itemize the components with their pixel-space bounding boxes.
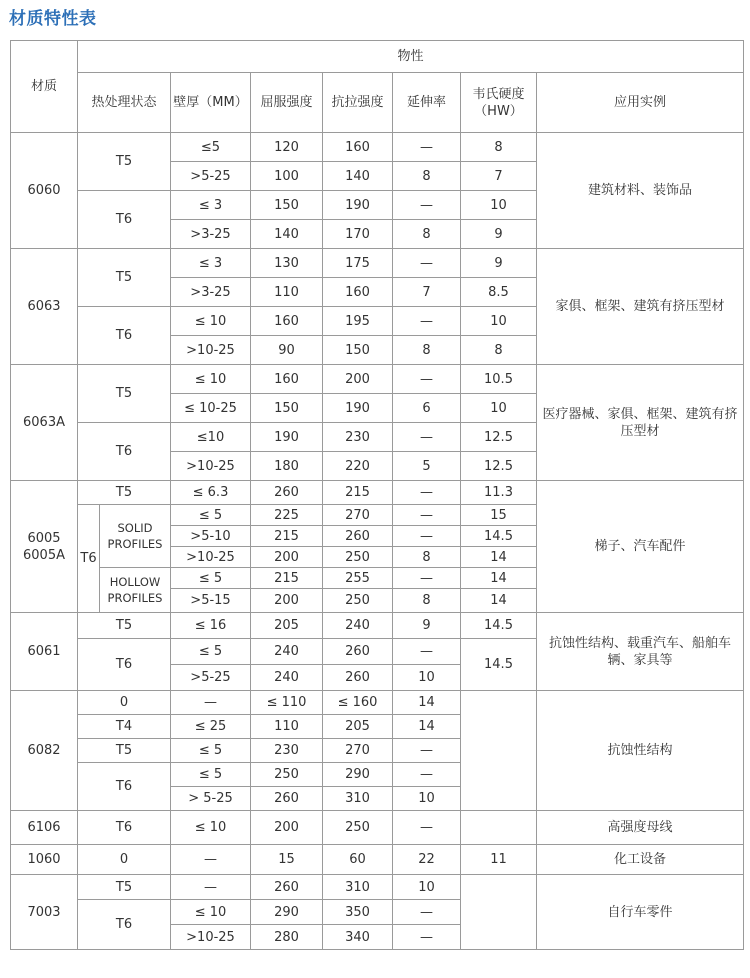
hardness-cell: 14 [461, 589, 537, 613]
tensile-cell: 195 [323, 307, 393, 336]
thickness-cell: ≤ 6.3 [171, 481, 251, 505]
tensile-cell: 60 [323, 845, 393, 875]
hardness-cell: 11.3 [461, 481, 537, 505]
elongation-cell: — [393, 307, 461, 336]
temper-cell: T5 [78, 365, 171, 423]
tensile-cell: 250 [323, 811, 393, 845]
yield-cell: 130 [251, 249, 323, 278]
application-cell: 建筑材料、装饰品 [537, 133, 744, 249]
thickness-cell: ≤ 5 [171, 639, 251, 665]
elongation-cell: 10 [393, 875, 461, 900]
elongation-cell: — [393, 739, 461, 763]
yield-cell: 225 [251, 505, 323, 526]
yield-cell: 120 [251, 133, 323, 162]
elongation-cell: 7 [393, 278, 461, 307]
temper-cell: T5 [78, 739, 171, 763]
elongation-cell: — [393, 900, 461, 925]
thickness-cell: >10-25 [171, 925, 251, 950]
temper-cell: T6 [78, 307, 171, 365]
yield-cell: 290 [251, 900, 323, 925]
hardness-cell: 8 [461, 336, 537, 365]
application-cell: 高强度母线 [537, 811, 744, 845]
yield-cell: 215 [251, 526, 323, 547]
thickness-cell: >5-15 [171, 589, 251, 613]
header-row [11, 41, 744, 73]
header-yield-strength: 屈服强度 [251, 73, 323, 133]
thickness-cell: >5-25 [171, 665, 251, 691]
header-elongation: 延伸率 [393, 73, 461, 133]
hardness-cell: 7 [461, 162, 537, 191]
material-cell: 6005 6005A [11, 481, 78, 613]
yield-cell: 260 [251, 481, 323, 505]
thickness-cell: ≤ 25 [171, 715, 251, 739]
hardness-cell: 10 [461, 394, 537, 423]
tensile-cell: 340 [323, 925, 393, 950]
header-properties: 物性 [78, 41, 744, 73]
yield-cell: 260 [251, 787, 323, 811]
tensile-cell: 260 [323, 639, 393, 665]
hardness-cell: 9 [461, 249, 537, 278]
material-cell: 1060 [11, 845, 78, 875]
application-cell: 化工设备 [537, 845, 744, 875]
material-cell: 7003 [11, 875, 78, 950]
elongation-cell: 9 [393, 613, 461, 639]
tensile-cell: 290 [323, 763, 393, 787]
temper-cell: T5 [78, 481, 171, 505]
tensile-cell: 240 [323, 613, 393, 639]
hardness-cell: 14.5 [461, 613, 537, 639]
tensile-cell: 270 [323, 739, 393, 763]
header-material: 材质 [11, 41, 78, 133]
thickness-cell: ≤ 10 [171, 811, 251, 845]
temper-cell: T6 [78, 763, 171, 811]
elongation-cell: — [393, 568, 461, 589]
yield-cell: 140 [251, 220, 323, 249]
elongation-cell: — [393, 639, 461, 665]
tensile-cell: 350 [323, 900, 393, 925]
table-row [11, 845, 744, 875]
header-hardness: 韦氏硬度（HW） [461, 73, 537, 133]
elongation-cell: — [393, 133, 461, 162]
elongation-cell: 22 [393, 845, 461, 875]
yield-cell: 160 [251, 365, 323, 394]
tensile-cell: 170 [323, 220, 393, 249]
yield-cell: 230 [251, 739, 323, 763]
elongation-cell: — [393, 526, 461, 547]
elongation-cell: — [393, 191, 461, 220]
temper-cell: 0 [78, 691, 171, 715]
application-cell: 抗蚀性结构 [537, 691, 744, 811]
material-cell: 6063A [11, 365, 78, 481]
tensile-cell: 175 [323, 249, 393, 278]
elongation-cell: 8 [393, 336, 461, 365]
tensile-cell: 250 [323, 589, 393, 613]
temper-cell: 0 [78, 845, 171, 875]
tensile-cell: 260 [323, 665, 393, 691]
temper-cell: T6 [78, 639, 171, 691]
tensile-cell: 220 [323, 452, 393, 481]
thickness-cell: > 5-25 [171, 787, 251, 811]
material-cell: 6060 [11, 133, 78, 249]
header-row [11, 73, 744, 133]
thickness-cell: >3-25 [171, 278, 251, 307]
thickness-cell: ≤ 5 [171, 739, 251, 763]
tensile-cell: 150 [323, 336, 393, 365]
thickness-cell: ≤ 5 [171, 568, 251, 589]
thickness-cell: >10-25 [171, 336, 251, 365]
temper-cell: T5 [78, 249, 171, 307]
tensile-cell: 270 [323, 505, 393, 526]
yield-cell: 205 [251, 613, 323, 639]
thickness-cell: >3-25 [171, 220, 251, 249]
thickness-cell: — [171, 691, 251, 715]
elongation-cell: 5 [393, 452, 461, 481]
thickness-cell: >10-25 [171, 547, 251, 568]
yield-cell: 280 [251, 925, 323, 950]
yield-cell: 250 [251, 763, 323, 787]
material-cell: 6082 [11, 691, 78, 811]
elongation-cell: 6 [393, 394, 461, 423]
yield-cell: 110 [251, 278, 323, 307]
thickness-cell: ≤ 10 [171, 365, 251, 394]
thickness-cell: ≤ 3 [171, 191, 251, 220]
yield-cell: 240 [251, 639, 323, 665]
yield-cell: 110 [251, 715, 323, 739]
thickness-cell: ≤ 3 [171, 249, 251, 278]
tensile-cell: 160 [323, 278, 393, 307]
page-title: 材质特性表 [9, 9, 97, 29]
thickness-cell: >10-25 [171, 452, 251, 481]
yield-cell: 15 [251, 845, 323, 875]
elongation-cell: 8 [393, 589, 461, 613]
thickness-cell: >5-25 [171, 162, 251, 191]
elongation-cell: — [393, 925, 461, 950]
header-wall-thickness: 壁厚（MM） [171, 73, 251, 133]
elongation-cell: — [393, 481, 461, 505]
thickness-cell: — [171, 845, 251, 875]
temper-cell: T6 [78, 505, 100, 613]
tensile-cell: 190 [323, 394, 393, 423]
header-heat-treatment: 热处理状态 [78, 73, 171, 133]
tensile-cell: 260 [323, 526, 393, 547]
header-tensile-strength: 抗拉强度 [323, 73, 393, 133]
profile-type-cell: SOLID PROFILES [100, 505, 171, 568]
hardness-cell: 14.5 [461, 639, 537, 691]
yield-cell: 90 [251, 336, 323, 365]
profile-type-cell: HOLLOW PROFILES [100, 568, 171, 613]
elongation-cell: 8 [393, 547, 461, 568]
material-cell: 6061 [11, 613, 78, 691]
temper-cell: T5 [78, 613, 171, 639]
temper-cell: T6 [78, 191, 171, 249]
temper-cell: T6 [78, 423, 171, 481]
thickness-cell: ≤ 5 [171, 505, 251, 526]
hardness-cell: 11 [461, 845, 537, 875]
hardness-cell: 14.5 [461, 526, 537, 547]
yield-cell: 150 [251, 394, 323, 423]
elongation-cell: — [393, 365, 461, 394]
tensile-cell: 250 [323, 547, 393, 568]
tensile-cell: ≤ 160 [323, 691, 393, 715]
tensile-cell: 140 [323, 162, 393, 191]
thickness-cell: — [171, 875, 251, 900]
hardness-cell: 14 [461, 547, 537, 568]
yield-cell: ≤ 110 [251, 691, 323, 715]
thickness-cell: ≤ 10 [171, 900, 251, 925]
hardness-cell [461, 811, 537, 845]
hardness-cell: 12.5 [461, 452, 537, 481]
temper-cell: T5 [78, 133, 171, 191]
yield-cell: 150 [251, 191, 323, 220]
hardness-cell: 10 [461, 191, 537, 220]
table-row [11, 811, 744, 845]
elongation-cell: 8 [393, 220, 461, 249]
elongation-cell: 10 [393, 787, 461, 811]
hardness-cell [461, 691, 537, 811]
yield-cell: 180 [251, 452, 323, 481]
header-application: 应用实例 [537, 73, 744, 133]
table-row [11, 613, 744, 639]
elongation-cell: — [393, 811, 461, 845]
elongation-cell: — [393, 763, 461, 787]
thickness-cell: >5-10 [171, 526, 251, 547]
table-row [11, 691, 744, 715]
application-cell: 梯子、汽车配件 [537, 481, 744, 613]
material-cell: 6106 [11, 811, 78, 845]
hardness-cell: 10.5 [461, 365, 537, 394]
table-row [11, 365, 744, 394]
yield-cell: 200 [251, 547, 323, 568]
application-cell: 家俱、框架、建筑有挤压型材 [537, 249, 744, 365]
tensile-cell: 230 [323, 423, 393, 452]
temper-cell: T6 [78, 900, 171, 950]
hardness-cell: 9 [461, 220, 537, 249]
elongation-cell: — [393, 505, 461, 526]
thickness-cell: ≤5 [171, 133, 251, 162]
yield-cell: 160 [251, 307, 323, 336]
application-cell: 医疗器械、家俱、框架、建筑有挤压型材 [537, 365, 744, 481]
table-row [11, 481, 744, 505]
yield-cell: 190 [251, 423, 323, 452]
yield-cell: 100 [251, 162, 323, 191]
yield-cell: 200 [251, 589, 323, 613]
tensile-cell: 205 [323, 715, 393, 739]
hardness-cell: 10 [461, 307, 537, 336]
elongation-cell: 10 [393, 665, 461, 691]
hardness-cell: 15 [461, 505, 537, 526]
hardness-cell: 8.5 [461, 278, 537, 307]
elongation-cell: — [393, 249, 461, 278]
tensile-cell: 215 [323, 481, 393, 505]
thickness-cell: ≤ 10 [171, 307, 251, 336]
table-row [11, 875, 744, 900]
hardness-cell: 8 [461, 133, 537, 162]
tensile-cell: 310 [323, 875, 393, 900]
temper-cell: T5 [78, 875, 171, 900]
hardness-cell [461, 875, 537, 950]
table-row [11, 249, 744, 278]
thickness-cell: ≤ 16 [171, 613, 251, 639]
tensile-cell: 190 [323, 191, 393, 220]
table-row [11, 133, 744, 162]
elongation-cell: 14 [393, 715, 461, 739]
material-cell: 6063 [11, 249, 78, 365]
material-properties-table [10, 40, 744, 950]
elongation-cell: 8 [393, 162, 461, 191]
hardness-cell: 14 [461, 568, 537, 589]
temper-cell: T6 [78, 811, 171, 845]
tensile-cell: 160 [323, 133, 393, 162]
thickness-cell: ≤10 [171, 423, 251, 452]
yield-cell: 240 [251, 665, 323, 691]
thickness-cell: ≤ 10-25 [171, 394, 251, 423]
tensile-cell: 200 [323, 365, 393, 394]
yield-cell: 200 [251, 811, 323, 845]
thickness-cell: ≤ 5 [171, 763, 251, 787]
yield-cell: 215 [251, 568, 323, 589]
hardness-cell: 12.5 [461, 423, 537, 452]
application-cell: 抗蚀性结构、载重汽车、船舶车辆、家具等 [537, 613, 744, 691]
tensile-cell: 255 [323, 568, 393, 589]
yield-cell: 260 [251, 875, 323, 900]
temper-cell: T4 [78, 715, 171, 739]
tensile-cell: 310 [323, 787, 393, 811]
elongation-cell: 14 [393, 691, 461, 715]
elongation-cell: — [393, 423, 461, 452]
application-cell: 自行车零件 [537, 875, 744, 950]
